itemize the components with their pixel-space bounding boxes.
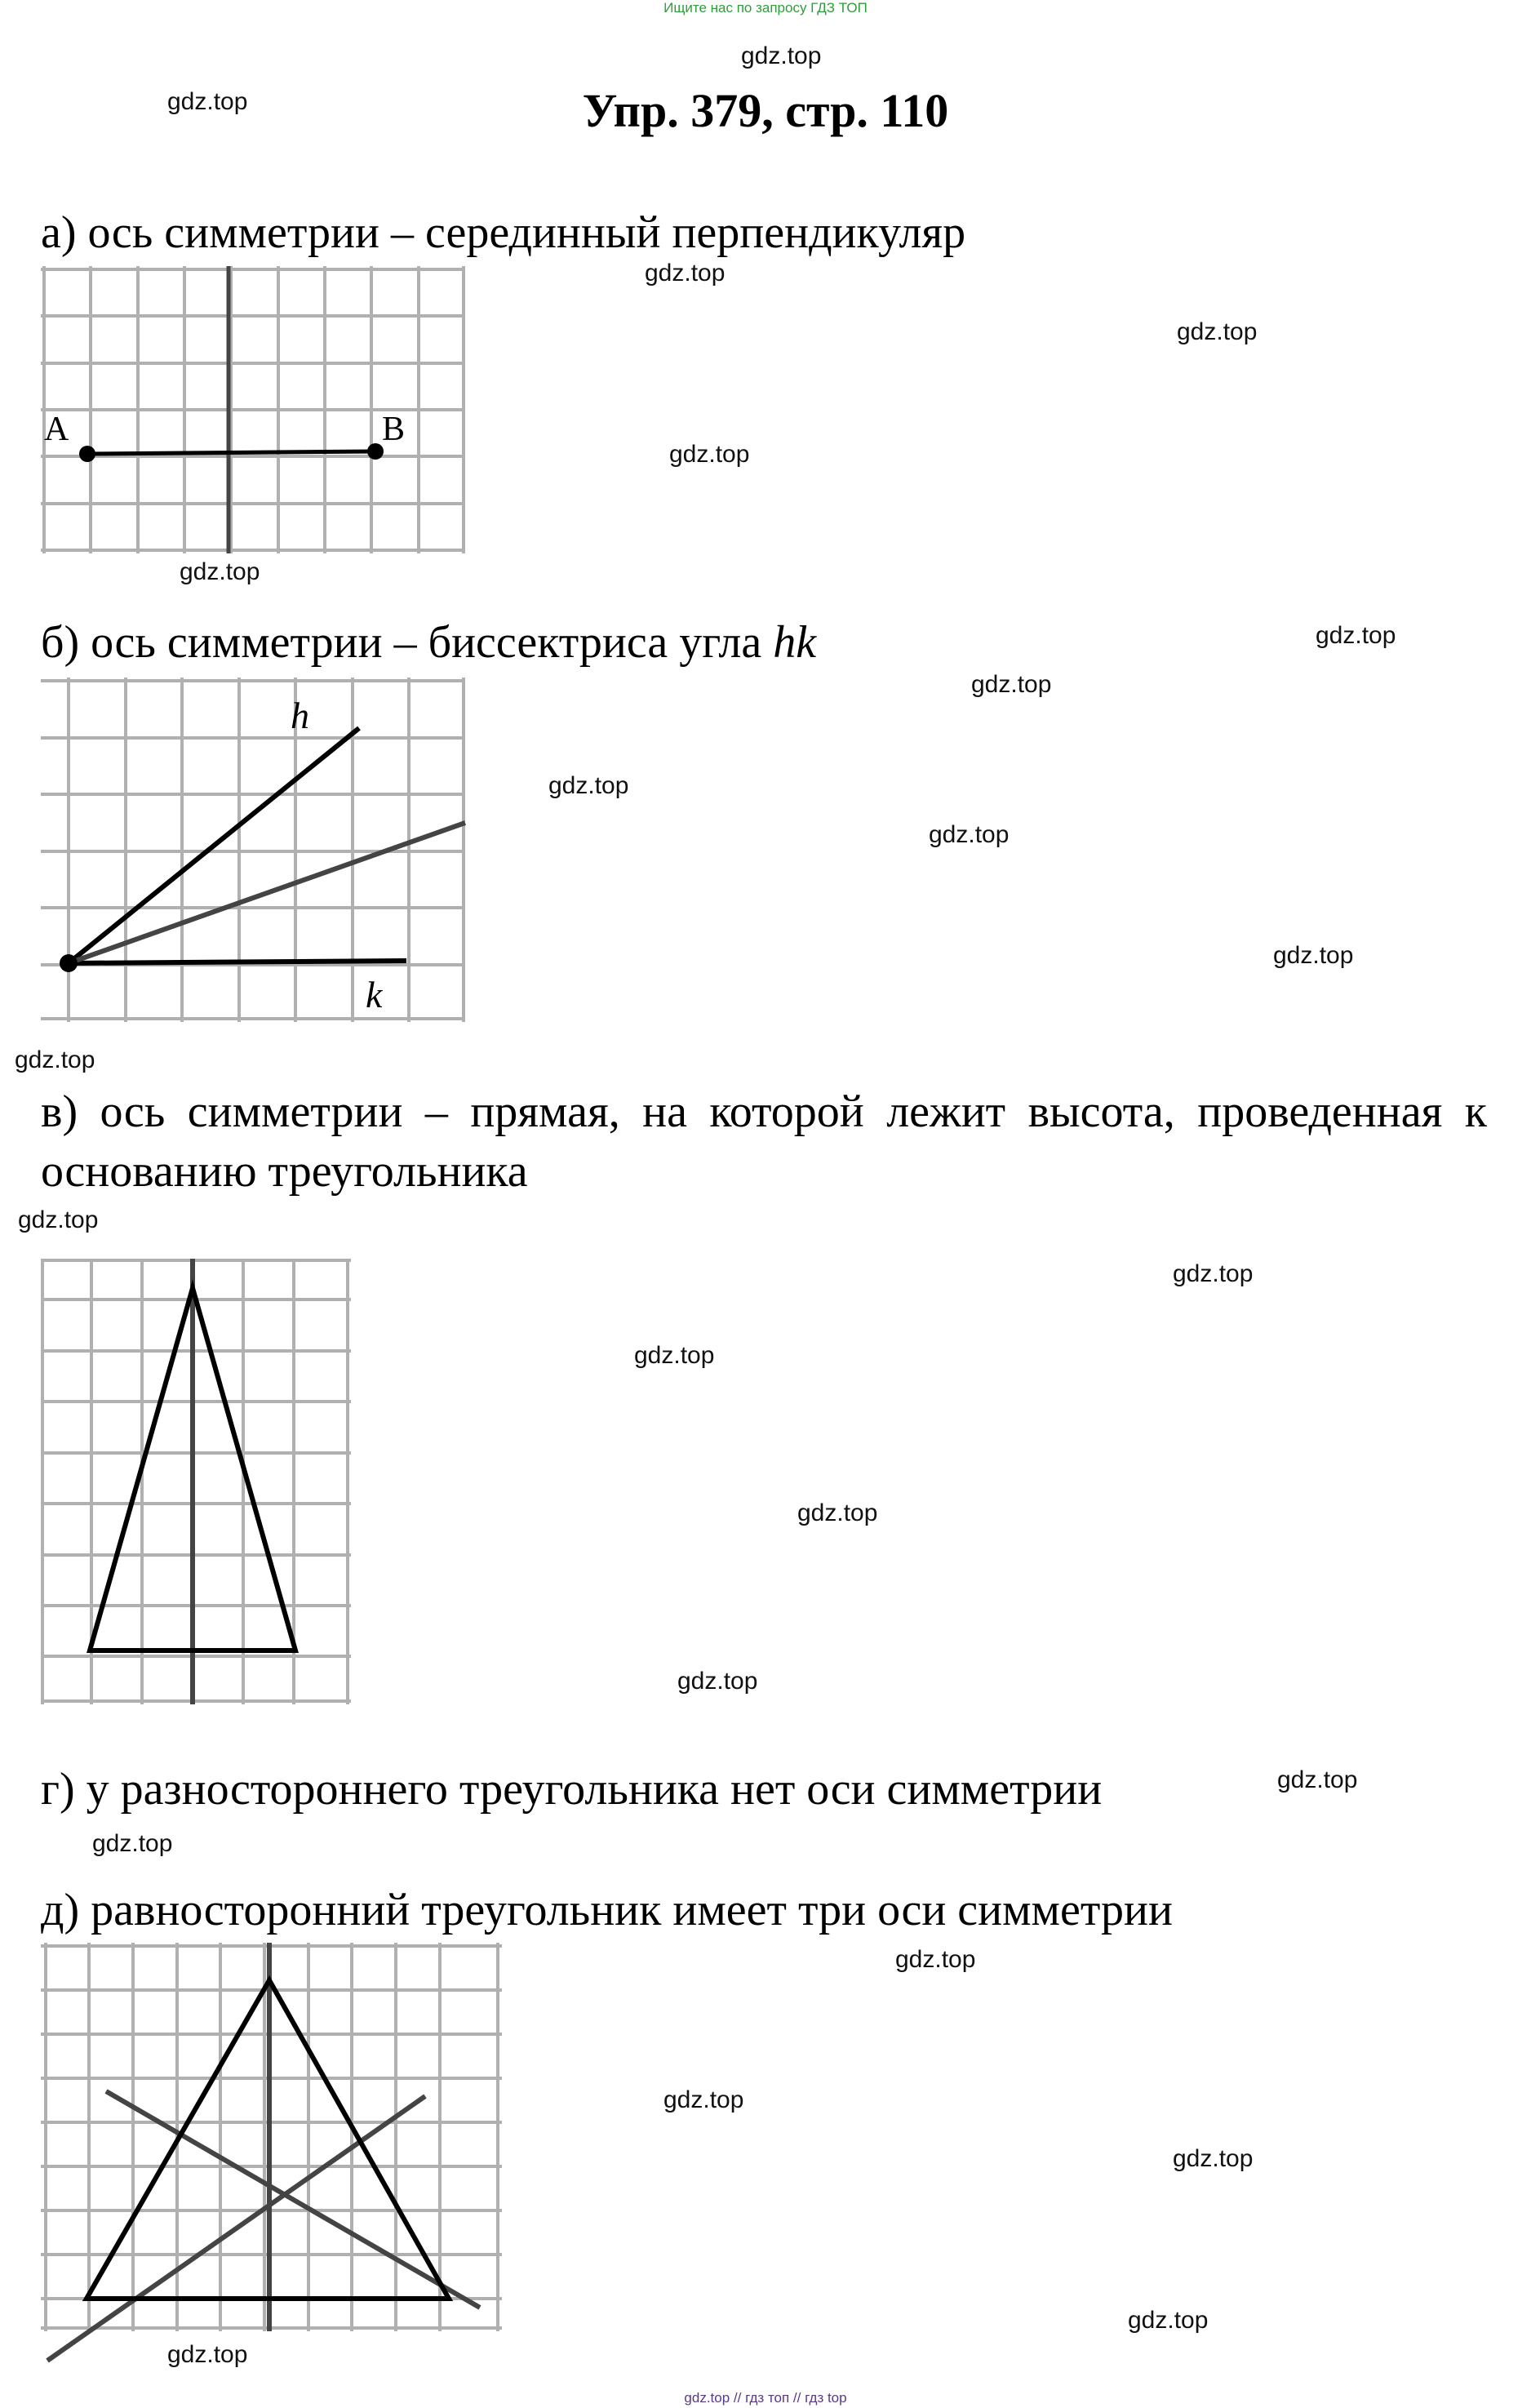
watermark: gdz.top <box>797 1499 878 1526</box>
watermark: gdz.top <box>92 1830 173 1857</box>
item-b-angle-name: hk <box>773 617 817 668</box>
watermark: gdz.top <box>741 42 822 69</box>
top-banner: Ищите нас по запросу ГДЗ ТОП <box>663 0 868 16</box>
watermark: gdz.top <box>634 1342 715 1369</box>
watermark: gdz.top <box>1273 942 1354 969</box>
watermark: gdz.top <box>1277 1766 1358 1793</box>
watermark: gdz.top <box>677 1668 758 1695</box>
watermark: gdz.top <box>548 772 629 799</box>
bisector <box>69 823 465 963</box>
page-title: Упр. 379, стр. 110 <box>582 84 949 137</box>
item-a-text: а) ось симметрии – серединный перпендикуляр <box>41 207 966 258</box>
grid <box>41 678 465 1022</box>
point-a <box>79 446 95 462</box>
ray-k-label: k <box>366 974 383 1015</box>
watermark: gdz.top <box>15 1046 95 1073</box>
item-v-line2: основанию треугольника <box>41 1146 528 1197</box>
item-g-text: г) у разностороннего треугольника нет оси симметрии <box>41 1764 1103 1815</box>
figure-a <box>41 266 465 553</box>
watermark: gdz.top <box>167 2341 248 2368</box>
figure-d <box>41 1943 502 2331</box>
symmetry-axis-right <box>47 2096 425 2361</box>
figure-v <box>41 1259 351 1704</box>
watermark: gdz.top <box>18 1206 99 1233</box>
point-a-label: A <box>44 411 69 448</box>
ray-k <box>69 961 406 963</box>
watermark: gdz.top <box>1173 2145 1254 2172</box>
figure-b <box>41 678 465 1022</box>
vertex <box>60 954 78 972</box>
watermark: gdz.top <box>669 441 750 468</box>
watermark: gdz.top <box>180 558 260 585</box>
watermark: gdz.top <box>167 88 248 115</box>
item-d-text: д) равносторонний треугольник имеет три оси симметрии <box>41 1885 1173 1935</box>
item-b-text-prefix: б) ось симметрии – биссектриса угла <box>41 617 774 668</box>
watermark: gdz.top <box>1177 318 1258 345</box>
watermark: gdz.top <box>971 671 1052 698</box>
item-b-text <box>41 616 816 669</box>
ray-h-label: h <box>291 695 309 736</box>
watermark: gdz.top <box>1173 1260 1254 1287</box>
watermark: gdz.top <box>1316 622 1396 649</box>
ray-h <box>69 728 359 963</box>
footer: gdz.top // гдз топ // гдз top <box>684 2390 847 2406</box>
segment-ab <box>87 451 375 454</box>
watermark: gdz.top <box>1128 2307 1209 2334</box>
watermark: gdz.top <box>663 2086 744 2113</box>
watermark: gdz.top <box>929 821 1010 848</box>
watermark: gdz.top <box>895 1946 976 1973</box>
point-b-label: B <box>382 411 406 448</box>
item-v-line1: в) ось симметрии – прямая, на которой лежит высота, проведенная к <box>41 1086 1487 1137</box>
grid <box>41 1259 351 1704</box>
watermark: gdz.top <box>645 260 726 287</box>
point-b <box>367 443 384 460</box>
grid <box>41 266 465 553</box>
